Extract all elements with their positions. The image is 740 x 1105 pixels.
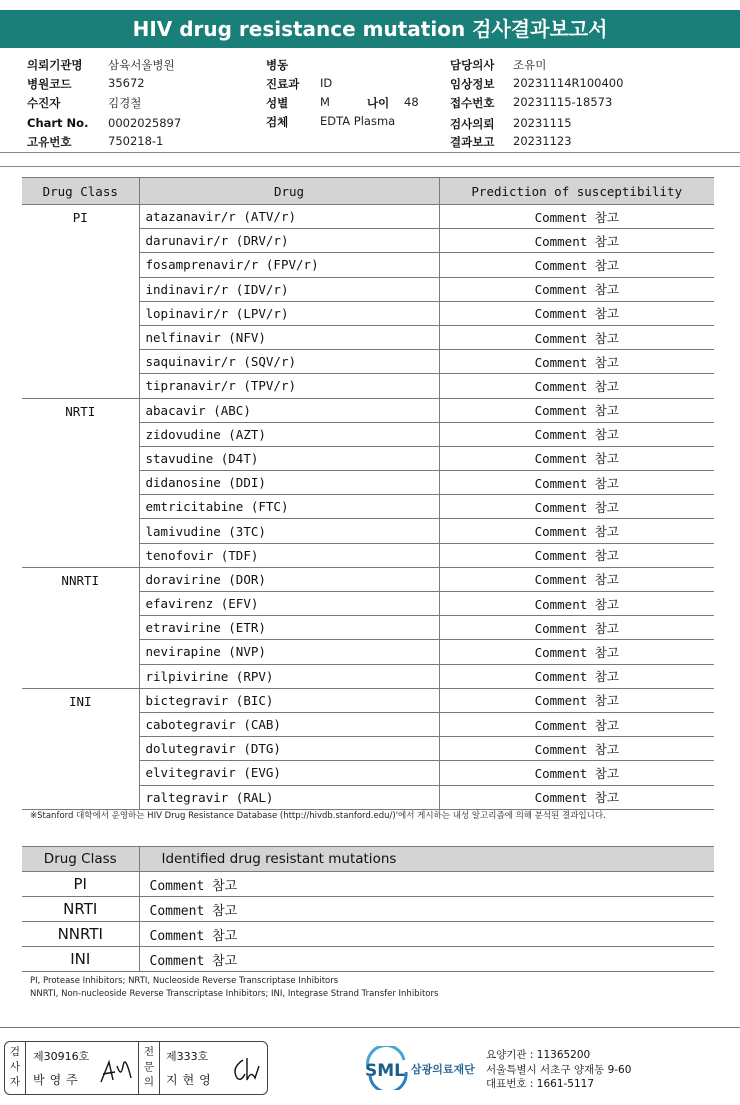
prediction-cell: Comment 참고 [439, 567, 714, 591]
prediction-cell: Comment 참고 [439, 350, 714, 374]
drug-class-cell: INI [22, 688, 139, 809]
prediction-cell: Comment 참고 [439, 761, 714, 785]
drug-cell: efavirenz (EFV) [139, 592, 439, 616]
drug-cell: saquinavir/r (SQV/r) [139, 350, 439, 374]
abbreviation-line: PI, Protease Inhibitors; NRTI, Nucleoside Reverse Transcriptase Inhibitors [30, 976, 339, 986]
prediction-cell: Comment 참고 [439, 712, 714, 736]
drug-cell: tenofovir (TDF) [139, 543, 439, 567]
drug-cell: cabotegravir (CAB) [139, 712, 439, 736]
mutation-result-cell: Comment 참고 [139, 922, 714, 947]
prediction-cell: Comment 참고 [439, 374, 714, 398]
prediction-cell: Comment 참고 [439, 543, 714, 567]
unique-no-label: 고유번호 [27, 135, 72, 149]
drug-class-cell: NNRTI [22, 567, 139, 688]
prediction-cell: Comment 참고 [439, 229, 714, 253]
mutation-class-cell: NNRTI [22, 922, 139, 947]
prediction-cell: Comment 참고 [439, 446, 714, 470]
mutations-body [22, 872, 714, 972]
prediction-cell: Comment 참고 [439, 398, 714, 422]
institution-value: 삼육서울병원 [108, 58, 175, 72]
drug-cell: raltegravir (RAL) [139, 785, 439, 809]
table-row [22, 947, 714, 972]
chart-no-value: 0002025897 [108, 116, 182, 130]
sig-divider [25, 1042, 26, 1094]
lab-address: 서울특별시 서초구 양재동 9-60 [486, 1063, 632, 1076]
header-drug-class: Drug Class [22, 178, 139, 205]
table-row [22, 567, 714, 591]
mutation-result-cell: Comment 참고 [139, 872, 714, 897]
mutations-table [22, 846, 714, 972]
prediction-cell: Comment 참고 [439, 253, 714, 277]
drug-cell: lopinavir/r (LPV/r) [139, 301, 439, 325]
drug-cell: emtricitabine (FTC) [139, 495, 439, 519]
drug-cell: dolutegravir (DTG) [139, 737, 439, 761]
susceptibility-body [22, 205, 714, 810]
drug-cell: tipranavir/r (TPV/r) [139, 374, 439, 398]
specialist-name: 지현영 [166, 1073, 216, 1087]
prediction-cell: Comment 참고 [439, 592, 714, 616]
drug-cell: atazanavir/r (ATV/r) [139, 205, 439, 229]
header-mutations: Identified drug resistant mutations [139, 847, 714, 872]
prediction-cell: Comment 참고 [439, 422, 714, 446]
chart-no-label: Chart No. [27, 116, 89, 130]
lab-name: 삼광의료재단 [411, 1063, 475, 1076]
prediction-cell: Comment 참고 [439, 205, 714, 229]
drug-class-cell: NRTI [22, 398, 139, 567]
sex-value: M [320, 95, 330, 109]
drug-cell: nevirapine (NVP) [139, 640, 439, 664]
hospital-code-value: 35672 [108, 76, 145, 90]
logo-text: SML [365, 1061, 405, 1081]
ward-label: 병동 [266, 58, 289, 72]
receipt-value: 20231115-18573 [513, 95, 613, 109]
prediction-cell: Comment 참고 [439, 325, 714, 349]
drug-cell: fosamprenavir/r (FPV/r) [139, 253, 439, 277]
drug-cell: bictegravir (BIC) [139, 688, 439, 712]
header-divider [0, 152, 740, 153]
susceptibility-header-row [22, 178, 714, 205]
susceptibility-table [22, 177, 714, 810]
mutation-class-cell: NRTI [22, 897, 139, 922]
drug-cell: stavudine (D4T) [139, 446, 439, 470]
table-row [22, 205, 714, 229]
report-title: HIV drug resistance mutation 검사결과보고서 [132, 17, 608, 41]
age-label: 나이 [367, 96, 390, 110]
header-mut-class: Drug Class [22, 847, 139, 872]
mutation-result-cell: Comment 참고 [139, 947, 714, 972]
drug-cell: didanosine (DDI) [139, 471, 439, 495]
request-date-label: 검사의뢰 [450, 117, 495, 131]
specimen-label: 검체 [266, 115, 289, 129]
drug-cell: darunavir/r (DRV/r) [139, 229, 439, 253]
specialist-license: 제333호 [166, 1050, 209, 1063]
sig-divider [138, 1042, 139, 1094]
clinical-value: 20231114R100400 [513, 76, 624, 90]
section-divider [0, 166, 740, 167]
prediction-cell: Comment 참고 [439, 301, 714, 325]
header-prediction: Prediction of susceptibility [439, 178, 714, 205]
institution-label: 의뢰기관명 [27, 58, 83, 72]
lab-code: 요양기관 : 11365200 [486, 1049, 591, 1061]
database-footnote: ※Stanford 대학에서 운영하는 HIV Drug Resistance Database (http://hivdb.stanford.edu/)'에서 게시하는 내성 알고리즘에 의해 분석된 결과입니다. [30, 811, 606, 821]
doctor-label: 담당의사 [450, 58, 495, 72]
specialist-label: 전문의 [143, 1046, 155, 1088]
hospital-code-label: 병원코드 [27, 77, 72, 91]
signature-box [4, 1041, 268, 1095]
age-value: 48 [404, 95, 419, 109]
doctor-value: 조유미 [513, 58, 547, 72]
prediction-cell: Comment 참고 [439, 471, 714, 495]
prediction-cell: Comment 참고 [439, 688, 714, 712]
drug-cell: zidovudine (AZT) [139, 422, 439, 446]
specialist-signature [229, 1054, 265, 1086]
table-row [22, 897, 714, 922]
clinical-label: 임상정보 [450, 77, 495, 91]
drug-cell: elvitegravir (EVG) [139, 761, 439, 785]
drug-class-cell: PI [22, 205, 139, 399]
mutation-class-cell: INI [22, 947, 139, 972]
prediction-cell: Comment 참고 [439, 616, 714, 640]
examiner-signature [97, 1056, 135, 1086]
drug-cell: etravirine (ETR) [139, 616, 439, 640]
prediction-cell: Comment 참고 [439, 495, 714, 519]
title-bar [0, 10, 740, 48]
examinee-label: 수진자 [27, 96, 61, 110]
table-row [22, 872, 714, 897]
examinee-value: 김경철 [108, 96, 142, 110]
table-row [22, 398, 714, 422]
mutation-class-cell: PI [22, 872, 139, 897]
sig-divider [159, 1042, 160, 1094]
examiner-label: 검사자 [9, 1046, 21, 1088]
request-date-value: 20231115 [513, 116, 572, 130]
lab-info [486, 1048, 631, 1092]
lab-phone: 대표번호 : 1661-5117 [486, 1078, 595, 1090]
drug-cell: abacavir (ABC) [139, 398, 439, 422]
report-date-value: 20231123 [513, 134, 572, 148]
prediction-cell: Comment 참고 [439, 737, 714, 761]
drug-cell: lamivudine (3TC) [139, 519, 439, 543]
mutation-result-cell: Comment 참고 [139, 897, 714, 922]
drug-cell: doravirine (DOR) [139, 567, 439, 591]
prediction-cell: Comment 참고 [439, 640, 714, 664]
table-row [22, 688, 714, 712]
drug-cell: indinavir/r (IDV/r) [139, 277, 439, 301]
department-value: ID [320, 76, 333, 90]
sex-label: 성별 [266, 96, 289, 110]
prediction-cell: Comment 참고 [439, 664, 714, 688]
patient-info [0, 54, 740, 150]
drug-cell: nelfinavir (NFV) [139, 325, 439, 349]
footer-divider [0, 1027, 740, 1028]
specimen-value: EDTA Plasma [320, 114, 396, 128]
table-row [22, 922, 714, 947]
prediction-cell: Comment 참고 [439, 519, 714, 543]
unique-no-value: 750218-1 [108, 134, 164, 148]
abbreviations [30, 975, 718, 1001]
abbreviation-line: NNRTI, Non-nucleoside Reverse Transcriptase Inhibitors; INI, Integrase Strand Transfer Inhibitors [30, 989, 439, 999]
mutations-header-row [22, 847, 714, 872]
report-date-label: 결과보고 [450, 135, 495, 149]
header-drug: Drug [139, 178, 439, 205]
receipt-label: 접수번호 [450, 96, 495, 110]
drug-cell: rilpivirine (RPV) [139, 664, 439, 688]
department-label: 진료과 [266, 77, 300, 91]
prediction-cell: Comment 참고 [439, 785, 714, 809]
examiner-name: 박영주 [33, 1073, 83, 1087]
prediction-cell: Comment 참고 [439, 277, 714, 301]
examiner-license: 제30916호 [33, 1050, 90, 1063]
